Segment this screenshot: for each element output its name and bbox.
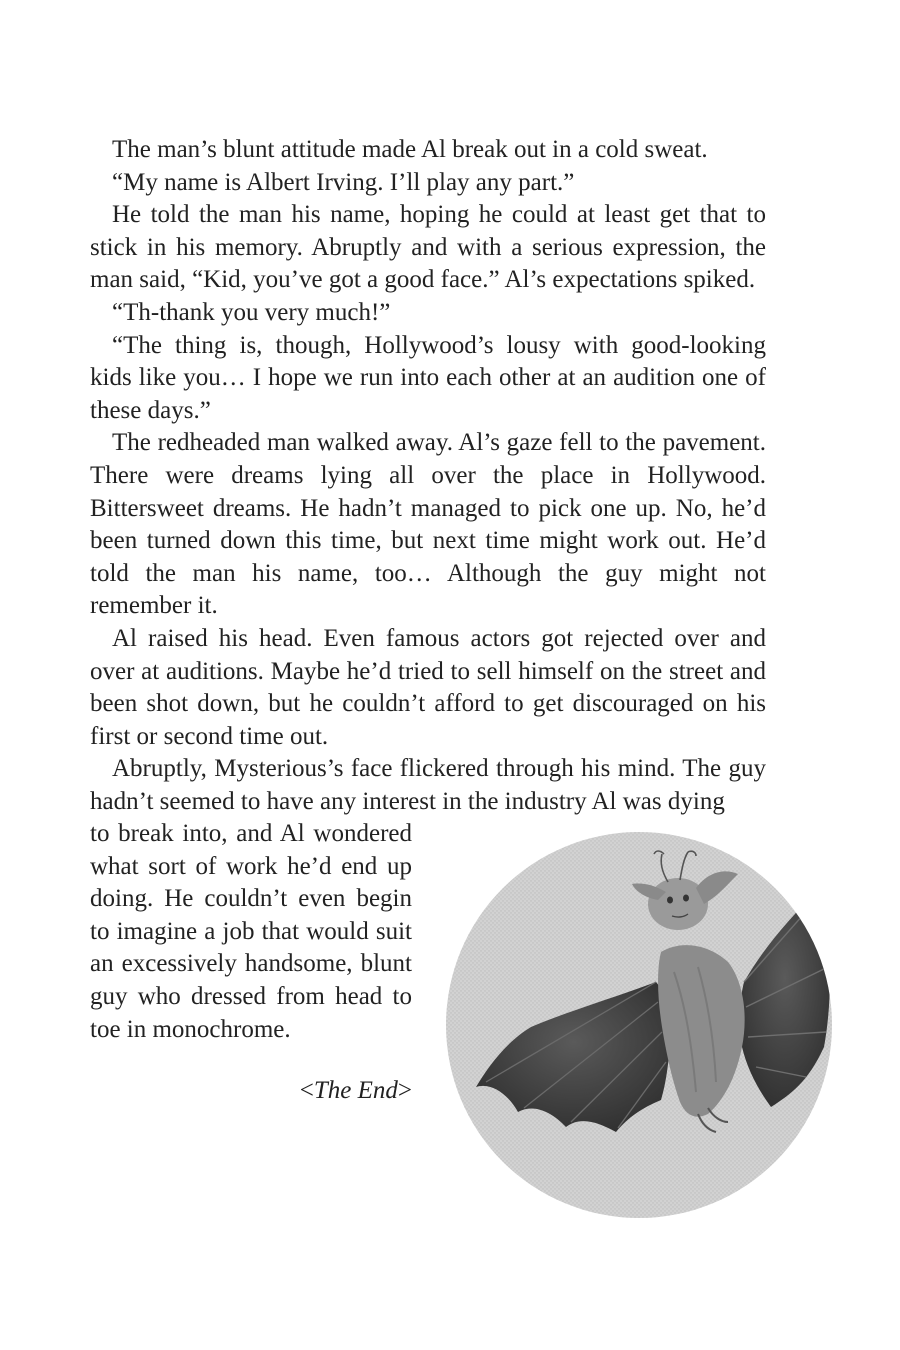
paragraph: “My name is Albert Irving. I’ll play any part.” bbox=[112, 168, 575, 196]
bat-illustration bbox=[446, 832, 832, 1218]
paragraph: He told the man his name, hoping he could at least get that to stick in his memory. Abruptly and with a serious expression, the man said, “Kid, you’ve got a good face.” Al’s expectations spiked. bbox=[90, 201, 766, 294]
paragraph: Abruptly, Mysterious’s face flickered through his mind. The guy hadn’t seemed to have any interest in the industry Al was dying bbox=[90, 755, 766, 815]
end-marker bbox=[90, 1077, 412, 1105]
paragraph: Al raised his head. Even famous actors got rejected over and over at auditions. Maybe he’d tried to sell himself on the street and been shot down, but he couldn’t afford to get discouraged on his first or second time out. bbox=[90, 624, 766, 750]
end-open: < bbox=[299, 1077, 314, 1104]
paragraph: The redheaded man walked away. Al’s gaze fell to the pavement. There were dreams lying all over the place in Hollywood. Bittersweet dreams. He hadn’t managed to pick one up. No, he’d been turned down this time, but next time might work out. He’d told the man his name, too… Although the guy might not remember it. bbox=[90, 429, 766, 620]
bat-eye-right bbox=[683, 895, 689, 902]
bat-eye-left bbox=[667, 897, 673, 904]
bat-illustration-svg bbox=[446, 832, 832, 1218]
body-text bbox=[90, 134, 766, 818]
end-text: The End bbox=[313, 1077, 398, 1104]
paragraph: “Th-thank you very much!” bbox=[112, 298, 391, 326]
paragraph-continuation: to break into, and Al wondered what sort of work he’d end up doing. He couldn’t even begin to imagine a job that would suit an excessively handsome, blunt guy who dressed from head to toe in monochrome. bbox=[90, 820, 412, 1043]
paragraph: The man’s blunt attitude made Al break out in a cold sweat. bbox=[112, 136, 708, 163]
end-close: > bbox=[397, 1077, 412, 1104]
paragraph: “The thing is, though, Hollywood’s lousy with good-looking kids like you… I hope we run into each other at an audition one of these days.” bbox=[90, 331, 766, 424]
